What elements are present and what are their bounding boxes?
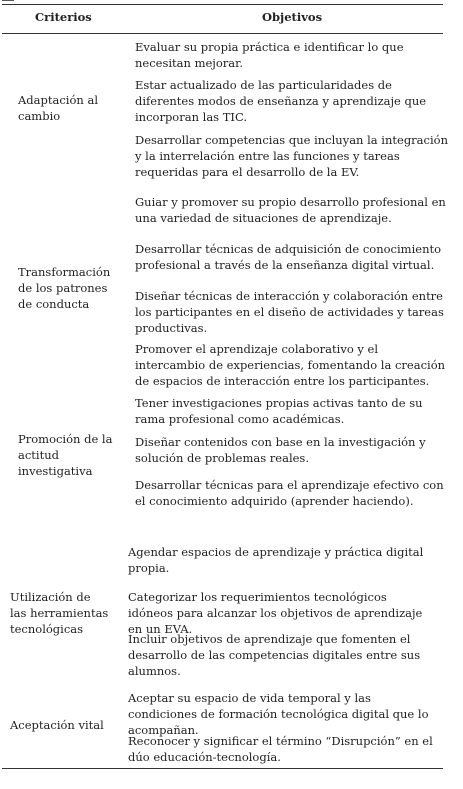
objective-text: Diseñar técnicas de interacción y colaboración entre los participantes en el diseño de actividades y tareas productivas. — [135, 289, 444, 335]
top-rule-fragment — [2, 0, 14, 1]
objective-text: Agendar espacios de aprendizaje y práctica digital propia. — [128, 545, 424, 575]
criterion-aceptacion: Aceptación vital — [10, 718, 104, 732]
objective-text: Desarrollar técnicas de adquisición de conocimiento profesional a través de la enseñanza digital virtual. — [135, 242, 442, 272]
criterion-transformacion: Transformación de los patrones de conducta — [18, 265, 111, 311]
header-rule — [2, 33, 443, 34]
objective-text: Desarrollar técnicas para el aprendizaje efectivo con el conocimiento adquirido (aprender haciendo). — [135, 478, 444, 508]
objective-text: Promover el aprendizaje colaborativo y el intercambio de experiencias, fomentando la creación de espacios de interacción entre los participantes. — [135, 342, 446, 388]
table-bottom-rule — [2, 768, 443, 769]
objective-text: Tener investigaciones propias activas tanto de su rama profesional como académicas. — [135, 396, 423, 426]
table-top-rule — [2, 4, 443, 5]
objective-text: Reconocer y significar el término “Disrupción” en el dúo educación-tecnología. — [128, 734, 433, 764]
objective-text: Desarrollar competencias que incluyan la integración y la interrelación entre las funciones y tareas requeridas para el desarrollo de la EV. — [135, 133, 448, 179]
criterion-utilizacion: Utilización de las herramientas tecnológicas — [10, 590, 109, 636]
objective-text: Diseñar contenidos con base en la investigación y solución de problemas reales. — [135, 435, 426, 465]
objective-text: Aceptar su espacio de vida temporal y las condiciones de formación tecnológica digital que lo acompañan. — [128, 691, 429, 737]
objective-text: Incluir objetivos de aprendizaje que fomenten el desarrollo de las competencias digitales entre sus alumnos. — [128, 632, 421, 678]
header-criterios: Criterios — [35, 10, 92, 24]
header-objetivos: Objetivos — [262, 10, 323, 24]
objective-text: Categorizar los requerimientos tecnológicos idóneos para alcanzar los objetivos de aprendizaje en un EVA. — [128, 590, 423, 636]
objective-text: Evaluar su propia práctica e identificar lo que necesitan mejorar. — [135, 40, 404, 70]
objective-text: Estar actualizado de las particularidades de diferentes modos de enseñanza y aprendizaje que incorporan las TIC. — [135, 78, 427, 124]
criterion-adaptacion: Adaptación al cambio — [18, 93, 99, 123]
objective-text: Guiar y promover su propio desarrollo profesional en una variedad de situaciones de aprendizaje. — [135, 195, 446, 225]
criterion-promocion: Promoción de la actitud investigativa — [18, 432, 113, 478]
